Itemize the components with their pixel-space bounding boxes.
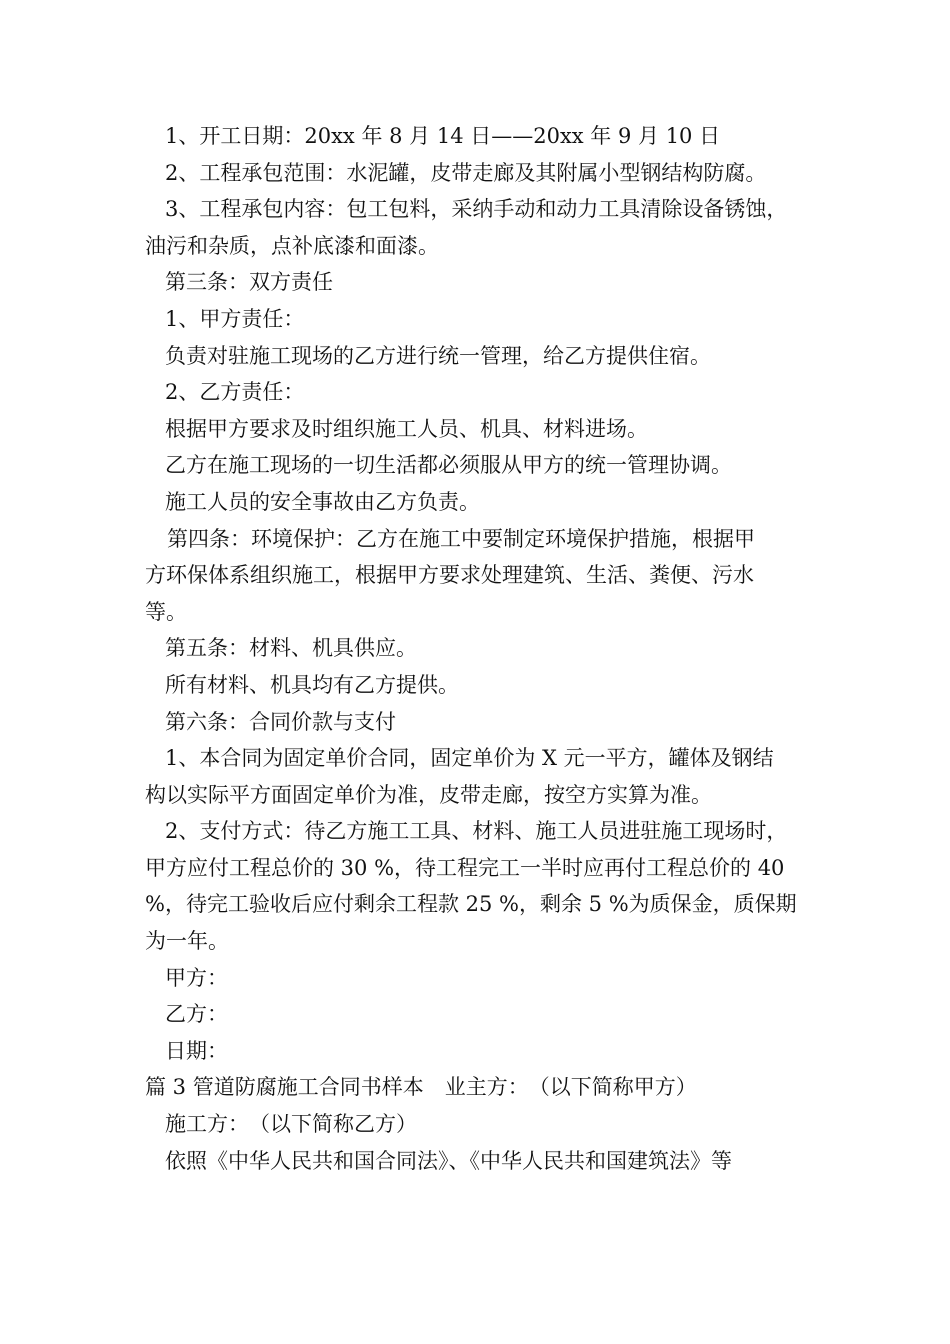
paragraph-line: 油污和杂质，点补底漆和面漆。 (145, 233, 439, 258)
paragraph-line: 1、开工日期：20xx 年 8 月 14 日——20xx 年 9 月 10 日 (165, 124, 721, 148)
paragraph-line: 2、工程承包范围：水泥罐，皮带走廊及其附属小型钢结构防腐。 (165, 160, 767, 185)
paragraph-line: %，待完工验收后应付剩余工程款 25 %，剩余 5 %为质保金，质保期 (145, 892, 797, 917)
signature-party-a: 甲方： (165, 965, 228, 990)
paragraph-line: 2、支付方式：待乙方施工工具、材料、施工人员进驻施工现场时， (165, 819, 788, 844)
paragraph-line: 等。 (145, 599, 187, 624)
paragraph-line: 乙方在施工现场的一切生活都必须服从甲方的统一管理协调。 (165, 453, 732, 478)
signature-party-b: 乙方： (165, 1002, 228, 1027)
section-heading: 第五条：材料、机具供应。 (165, 636, 417, 661)
paragraph-line: 2、乙方责任： (165, 380, 305, 405)
section-title: 篇 3 管道防腐施工合同书样本 业主方： （以下简称甲方） (145, 1075, 697, 1100)
paragraph-line: 3、工程承包内容：包工包料，采纳手动和动力工具清除设备锈蚀， (165, 197, 788, 222)
paragraph-line: 甲方应付工程总价的 30 %，待工程完工一半时应再付工程总价的 40 (145, 855, 785, 880)
paragraph-line: 为一年。 (145, 929, 229, 954)
paragraph-line: 1、甲方责任： (165, 306, 305, 331)
section-heading: 第六条：合同价款与支付 (165, 709, 396, 734)
paragraph-line: 方环保体系组织施工，根据甲方要求处理建筑、生活、粪便、污水 (145, 563, 754, 588)
document-body (145, 118, 825, 1179)
paragraph-line: 负责对驻施工现场的乙方进行统一管理，给乙方提供住宿。 (165, 343, 711, 368)
signature-date: 日期： (165, 1038, 228, 1063)
paragraph-line: 1、本合同为固定单价合同，固定单价为 X 元一平方，罐体及钢结 (165, 746, 774, 771)
paragraph-line: 施工人员的安全事故由乙方负责。 (165, 489, 480, 514)
paragraph-line: 根据甲方要求及时组织施工人员、机具、材料进场。 (165, 416, 648, 441)
section-heading: 第四条：环境保护：乙方在施工中要制定环境保护措施，根据甲 (167, 526, 755, 551)
paragraph-line: 施工方： （以下简称乙方） (165, 1112, 417, 1137)
paragraph-line: 构以实际平方面固定单价为准，皮带走廊，按空方实算为准。 (145, 782, 712, 807)
section-heading: 第三条：双方责任 (165, 270, 333, 295)
paragraph-line: 依照《中华人民共和国合同法》、《中华人民共和国建筑法》等 (165, 1148, 732, 1173)
paragraph-line: 所有材料、机具均有乙方提供。 (165, 672, 459, 697)
